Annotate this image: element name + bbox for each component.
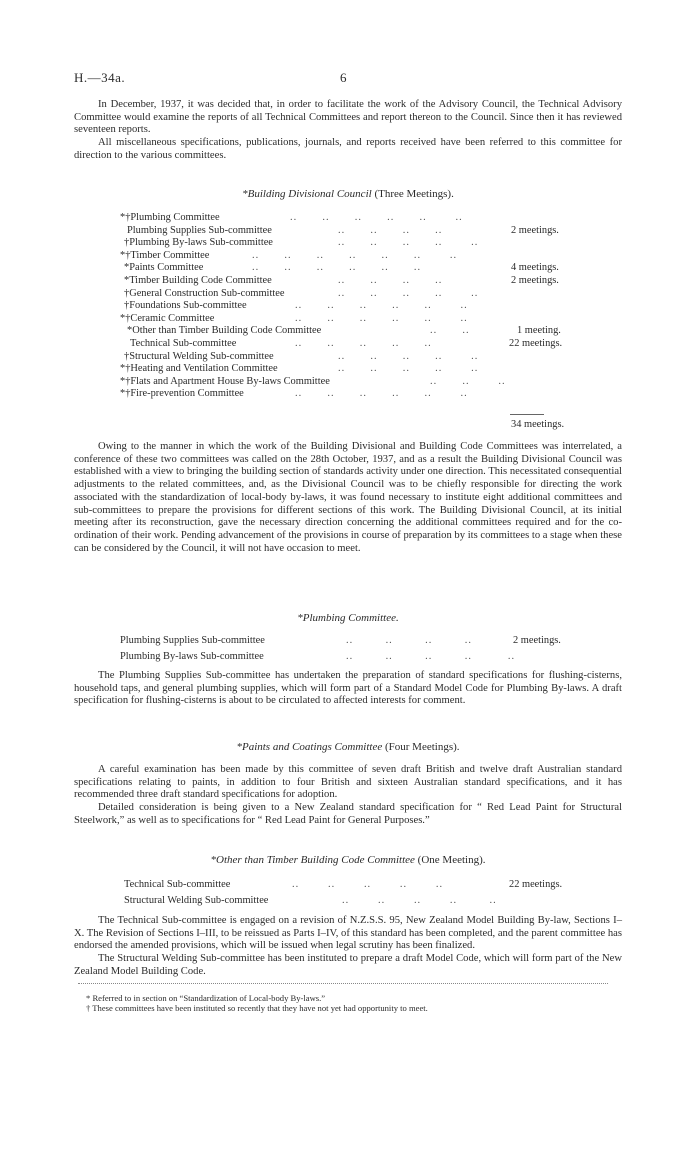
other-than-timber-title: *Other than Timber Building Code Committee <box>210 854 415 866</box>
list-item: *†Ceramic Committee .. .. .. .. .. .. <box>120 312 468 324</box>
other-than-timber-paragraph-1: The Technical Sub-committee is engaged on a revision of N.Z.S.S. 95, New Zealand Model Building By-law, Sections I–X. The Revision of Sections I–III, to be reissued as Parts I–IV, of this standard has been completed, and the parent committee has endorsed the amended provisions, which will be issued when legal scrutiny has been finalized. <box>74 915 622 952</box>
building-divisional-committee-list <box>120 212 563 401</box>
plumbing-paragraph: The Plumbing Supplies Sub-committee has undertaken the preparation of standard specifications for flushing-cisterns, household taps, and general plumbing supplies, which will form part of a Standard Model Code for Plumbing By-laws. A draft specification for flushing-cisterns is about to be circulated to affected interests for comment. <box>74 670 622 707</box>
list-item: †Foundations Sub-committee .. .. .. .. .. .. <box>124 300 468 312</box>
building-divisional-title: *Building Divisional Council <box>242 188 372 200</box>
list-item: †Structural Welding Sub-committee .. .. .. .. .. <box>124 350 479 362</box>
plumbing-heading <box>74 612 622 624</box>
list-item: †Plumbing By-laws Sub-committee .. .. .. .. .. <box>124 237 479 249</box>
other-than-timber-subcommittee-list <box>124 877 564 908</box>
paints-paragraph-1: A careful examination has been made by this committee of seven draft British and twelve draft Australian standard specifications relating to paints, in addition to four British and sixteen Australian standard specifications, and it has recommended three draft standard specifications for adoption. <box>74 764 622 801</box>
list-item: Plumbing By-laws Sub-committee .. .. .. .. .. <box>120 650 516 662</box>
list-item: *†Timber Committee .. .. .. .. .. .. .. <box>120 249 458 261</box>
list-item: †General Construction Sub-committee .. .. .. .. .. <box>124 287 479 299</box>
other-than-timber-heading <box>74 854 622 866</box>
list-item: *Paints Committee .. .. .. .. .. .. 4 meetings. <box>124 262 559 274</box>
intro-paragraph-1: In December, 1937, it was decided that, in order to facilitate the work of the Advisory Council, the Technical Advisory Committee would examine the reports of all Technical Committees and report thereon to the Council. Since then it has reviewed seventeen reports. <box>74 99 622 136</box>
paints-meetings: (Four Meetings). <box>384 741 460 753</box>
list-item: Technical Sub-committee .. .. .. .. .. 22 meetings. <box>130 337 563 349</box>
paints-heading <box>74 741 622 753</box>
building-divisional-paragraph: Owing to the manner in which the work of the Building Divisional and Building Code Committees was interrelated, a conference of these two committees was called on the 28th October, 1937, and as a result the Building Divisional Council was established with a view to bringing the building section of standards activity under one direction. This necessitated consequential adjustments to the related committees, and, as the Divisional Council was to be chiefly responsible for directing the work associated with the standardization of local-body by-laws, it was found necessary to institute eight additional committees and sub-committees to prepare the provisions for different sections of this work. The Building Divisional Council, at its initial meeting after its reconstruction, gave the necessary direction concerning the additional committees required and for the co-ordination of their work. Pending advancement of the provisions in course of preparation by its committees to a stage when these can be considered by the Council, it will not have occasion to meet. <box>74 441 622 554</box>
list-item: Technical Sub-committee .. .. .. .. .. 22 meetings. <box>124 879 563 890</box>
plumbing-subcommittee-list <box>120 633 560 664</box>
list-item: Plumbing Supplies Sub-committee .. .. .. .. 2 meetings. <box>127 224 559 236</box>
total-rule <box>510 414 544 415</box>
footnote-asterisk: * Referred to in section on “Standardization of Local-body By-laws.” <box>86 993 326 1003</box>
intro-paragraph-2: All miscellaneous specifications, publications, journals, and reports received have been referred to this committee for direction to the various committees. <box>74 137 622 161</box>
building-divisional-heading <box>74 188 622 200</box>
list-item: *†Fire-prevention Committee .. .. .. .. .. .. <box>120 388 468 400</box>
list-item: Structural Welding Sub-committee .. .. .. .. .. <box>124 894 497 906</box>
building-divisional-meetings: (Three Meetings). <box>374 188 454 200</box>
plumbing-title: *Plumbing Committee. <box>297 612 399 624</box>
paints-title: *Paints and Coatings Committee <box>236 741 383 753</box>
document-reference: H.—34a. <box>74 70 126 85</box>
list-item: *Timber Building Code Committee .. .. .. .. 2 meetings. <box>124 274 559 286</box>
list-item: Plumbing Supplies Sub-committee .. .. .. .. 2 meetings. <box>120 635 561 646</box>
list-item: *†Heating and Ventilation Committee .. .. .. .. .. <box>120 363 479 375</box>
list-item: *†Flats and Apartment House By-laws Committee .. .. .. <box>120 375 506 387</box>
total-meetings: 34 meetings. <box>511 419 565 430</box>
page-number: 6 <box>340 70 347 85</box>
paints-paragraph-2: Detailed consideration is being given to a New Zealand standard specification for “ Red Lead Paint for Structural Steelwork,” as well as to specifications for “ Red Lead Paint for General Purposes.” <box>74 802 622 826</box>
list-item: *Other than Timber Building Code Committee .. .. 1 meeting. <box>127 325 561 337</box>
list-item: *†Plumbing Committee .. .. .. .. .. .. <box>120 212 463 223</box>
other-than-timber-meetings: (One Meeting). <box>417 854 486 866</box>
footnote-dagger: † These committees have been instituted so recently that they have not yet had opportunity to meet. <box>86 1003 428 1013</box>
other-than-timber-paragraph-2: The Structural Welding Sub-committee has been instituted to prepare a draft Model Code, which will form part of the New Zealand Model Building Code. <box>74 953 622 977</box>
footnote-rule <box>78 983 608 984</box>
